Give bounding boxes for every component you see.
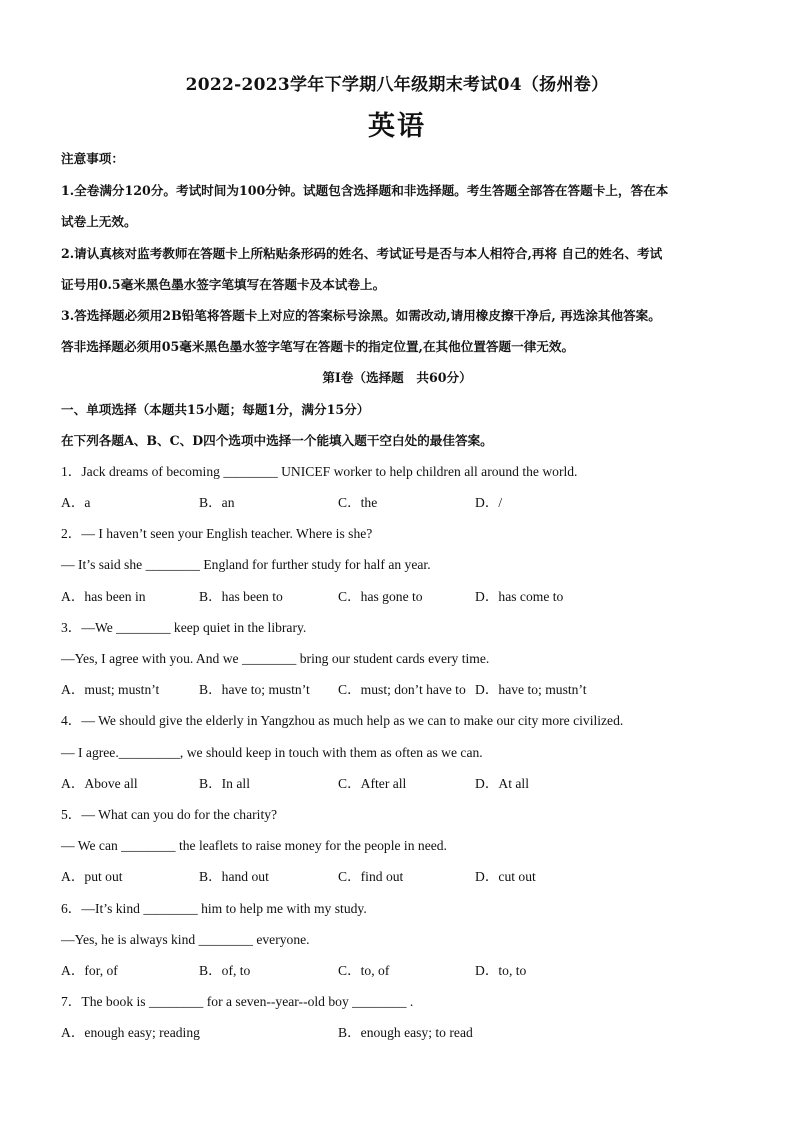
option-b: B．In all xyxy=(199,776,250,791)
option-a: A．enough easy; reading xyxy=(61,1025,200,1040)
option-c: C．find out xyxy=(338,869,404,884)
option-b: B．hand out xyxy=(199,869,269,884)
question-line: — It’s said she ________ England for further study for half an year. xyxy=(61,557,431,572)
option-b: B．an xyxy=(199,495,235,510)
question-line: — I agree._________, we should keep in touch with them as often as we can. xyxy=(61,745,483,760)
option-a: A．has been in xyxy=(61,589,146,604)
question-stem: 4．— We should give the elderly in Yangzhou as much help as we can to make our city more civilized. xyxy=(61,713,624,728)
option-a: A．put out xyxy=(61,869,123,884)
question-stem: 6．—It’s kind ________ him to help me with my study. xyxy=(61,901,367,916)
question-line: —Yes, I agree with you. And we ________ bring our student cards every time. xyxy=(61,651,490,666)
question-stem: 1．Jack dreams of becoming ________ UNICEF worker to help children all around the world. xyxy=(61,464,578,479)
notice-line: 试卷上无效。 xyxy=(61,214,137,229)
subject-title: 英语 xyxy=(368,111,426,142)
option-b: B．has been to xyxy=(199,589,283,604)
option-a: A．Above all xyxy=(61,776,138,791)
option-c: C．has gone to xyxy=(338,589,423,604)
option-c: C．After all xyxy=(338,776,407,791)
part-instruction: 在下列各题A、B、C、D四个选项中选择一个能填入题干空白处的最佳答案。 xyxy=(61,433,493,448)
exam-title: 2022-2023学年下学期八年级期末考试04（扬州卷） xyxy=(185,75,609,95)
option-c: C．the xyxy=(338,495,378,510)
option-a: A．must; mustn’t xyxy=(61,682,160,697)
question-line: —Yes, he is always kind ________ everyone. xyxy=(61,932,310,947)
option-a: A．a xyxy=(61,495,91,510)
question-stem: 5．— What can you do for the charity? xyxy=(61,807,278,822)
option-d: D．/ xyxy=(475,495,503,510)
notice-line: 2.请认真核对监考教师在答题卡上所粘贴条形码的姓名、考试证号是否与本人相符合,再将 自己的姓名、考试 xyxy=(61,246,663,261)
part-heading: 一、单项选择（本题共15小题；每题1分，满分15分） xyxy=(61,402,370,417)
option-d: D．has come to xyxy=(475,589,564,604)
option-c: C．must; don’t have to xyxy=(338,682,466,697)
question-line: — We can ________ the leaflets to raise money for the people in need. xyxy=(61,838,447,853)
notice-line: 3.答选择题必须用2B铅笔将答题卡上对应的答案标号涂黑。如需改动,请用橡皮擦干净后, 再选涂其他答案。 xyxy=(61,308,661,323)
option-a: A．for, of xyxy=(61,963,118,978)
option-d: D．have to; mustn’t xyxy=(475,682,587,697)
notice-heading: 注意事项： xyxy=(61,151,124,166)
notice-line: 证号用0.5毫米黑色墨水签字笔填写在答题卡及本试卷上。 xyxy=(61,277,386,292)
notice-line: 答非选择题必须用05毫米黑色墨水签字笔写在答题卡的指定位置,在其他位置答题一律无效。 xyxy=(61,339,575,354)
option-b: B．of, to xyxy=(199,963,251,978)
option-d: D．to, to xyxy=(475,963,527,978)
option-b: B．enough easy; to read xyxy=(338,1025,473,1040)
option-b: B．have to; mustn’t xyxy=(199,682,310,697)
question-stem: 7．The book is ________ for a seven--year--old boy ________ . xyxy=(61,994,414,1009)
notice-line: 1.全卷满分120分。考试时间为100分钟。试题包含选择题和非选择题。考生答题全部答在答题卡上，答在本 xyxy=(61,183,669,198)
volume-heading: 第I卷（选择题 共60分） xyxy=(322,370,472,385)
question-stem: 3．—We ________ keep quiet in the library. xyxy=(61,620,307,635)
question-stem: 2．— I haven’t seen your English teacher. Where is she? xyxy=(61,526,373,541)
option-d: D．At all xyxy=(475,776,529,791)
option-d: D．cut out xyxy=(475,869,536,884)
option-c: C．to, of xyxy=(338,963,390,978)
